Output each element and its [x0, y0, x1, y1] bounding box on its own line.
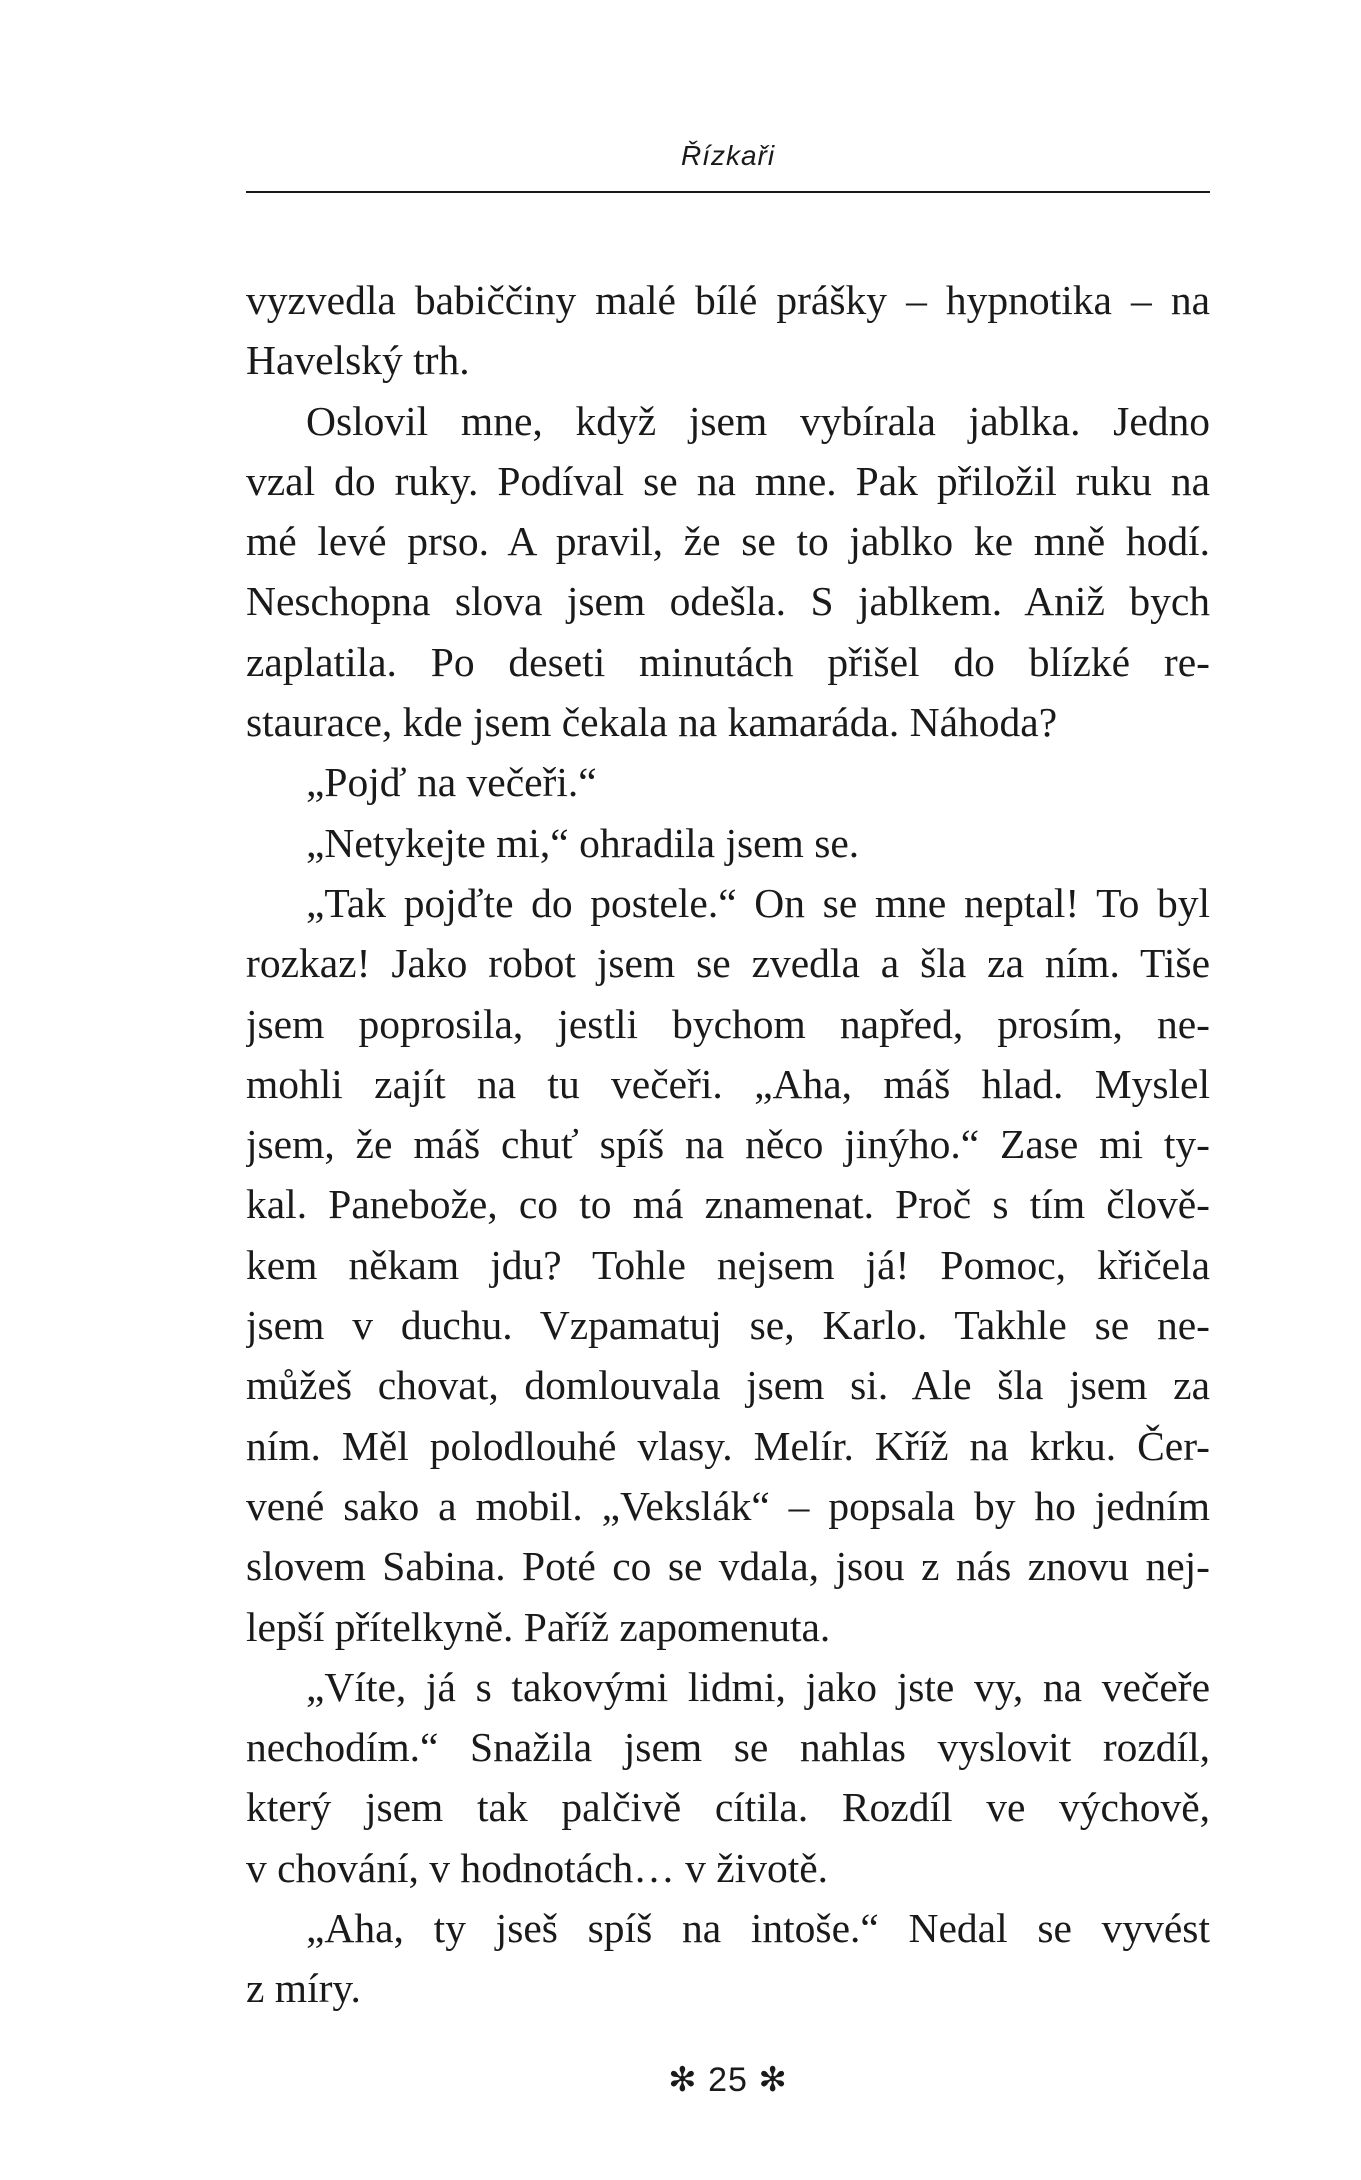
- text-line: jsem poprosila, jestli bychom napřed, prosím, ne-: [246, 1000, 1210, 1047]
- text-line: mé levé prso. A pravil, že se to jablko ke mně hodí.: [246, 518, 1210, 565]
- text-line: „Pojď na večeři.“: [306, 759, 597, 806]
- text-line: Havelský trh.: [246, 337, 470, 384]
- running-title: Řízkaři: [680, 140, 776, 171]
- text-line: v chování, v hodnotách… v životě.: [246, 1844, 829, 1891]
- header-rule: [246, 191, 1210, 193]
- text-line: rozkaz! Jako robot jsem se zvedla a šla za ním. Tiše: [246, 940, 1210, 987]
- text-line: „Tak pojďte do postele.“ On se mne neptal! To byl: [306, 879, 1210, 926]
- text-line: kem někam jdu? Tohle nejsem já! Pomoc, křičela: [246, 1241, 1210, 1288]
- text-line: lepší přítelkyně. Paříž zapomenuta.: [246, 1603, 831, 1650]
- text-line: Neschopna slova jsem odešla. S jablkem. Aniž bych: [246, 578, 1210, 625]
- text-line: vené sako a mobil. „Vekslák“ – popsala by ho jedním: [246, 1482, 1210, 1529]
- text-line: vyzvedla babiččiny malé bílé prášky – hypnotika – na: [246, 277, 1210, 323]
- page-footer: [246, 2060, 1210, 2100]
- text-line: kal. Panebože, co to má znamenat. Proč s tím člově-: [246, 1181, 1210, 1228]
- text-line: který jsem tak palčivě cítila. Rozdíl ve výchově,: [246, 1784, 1210, 1831]
- text-line: Oslovil mne, když jsem vybírala jablka. Jedno: [306, 397, 1210, 444]
- text-line: vzal do ruky. Podíval se na mne. Pak přiložil ruku na: [246, 457, 1210, 504]
- text-line: jsem v duchu. Vzpamatuj se, Karlo. Takhle se ne-: [246, 1302, 1210, 1349]
- text-line: jsem, že máš chuť spíš na něco jinýho.“ Zase mi ty-: [246, 1121, 1210, 1168]
- text-line: staurace, kde jsem čekala na kamaráda. Náhoda?: [246, 699, 1058, 746]
- text-line: slovem Sabina. Poté co se vdala, jsou z nás znovu nej-: [246, 1543, 1210, 1590]
- asterisk-ornament-icon: ✻: [668, 2061, 698, 2099]
- asterisk-ornament-icon: ✻: [758, 2061, 788, 2099]
- text-line: z míry.: [246, 1965, 361, 2012]
- page-number: 25: [708, 2061, 748, 2099]
- text-line: „Aha, ty jseš spíš na intoše.“ Nedal se vyvést: [306, 1905, 1210, 1952]
- text-line: nechodím.“ Snažila jsem se nahlas vyslovit rozdíl,: [246, 1724, 1210, 1771]
- text-line: „Netykejte mi,“ ohradila jsem se.: [306, 819, 860, 866]
- text-line: můžeš chovat, domlouvala jsem si. Ale šla jsem za: [246, 1362, 1210, 1409]
- text-line: „Víte, já s takovými lidmi, jako jste vy, na večeře: [306, 1663, 1210, 1710]
- text-line: mohli zajít na tu večeři. „Aha, máš hlad. Myslel: [246, 1060, 1210, 1107]
- body-text: [246, 270, 1210, 2019]
- text-line: ním. Měl polodlouhé vlasy. Melír. Kříž na krku. Čer-: [246, 1422, 1210, 1469]
- running-head: [246, 140, 1210, 172]
- text-line: zaplatila. Po deseti minutách přišel do blízké re-: [246, 638, 1210, 685]
